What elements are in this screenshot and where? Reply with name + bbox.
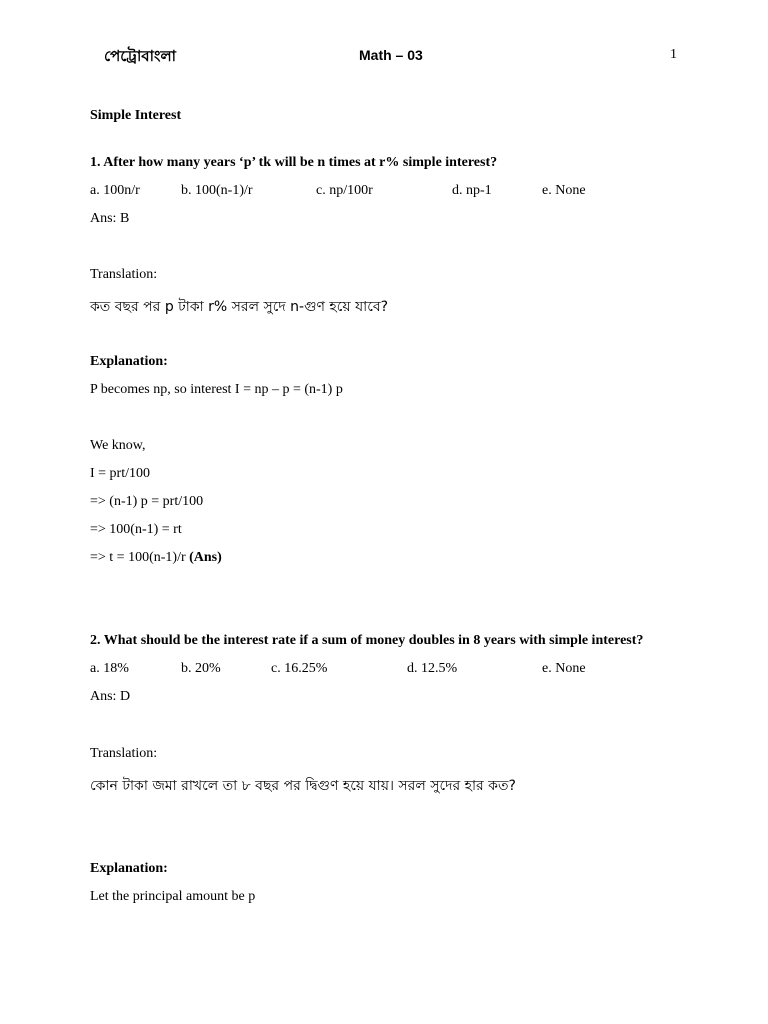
q1-translation-text: কত বছর পর p টাকা r% সরল সুদে n-গুণ হয়ে যাবে? <box>90 299 389 315</box>
q1-option-c: c. np/100r <box>316 183 373 198</box>
q1-explanation-label: Explanation: <box>90 354 168 369</box>
q2-answer: Ans: D <box>90 689 131 704</box>
q2-option-e: e. None <box>542 661 586 676</box>
question-2: 2. What should be the interest rate if a sum of money doubles in 8 years with simple interest? <box>90 633 644 648</box>
page-number: 1 <box>670 47 677 62</box>
q1-step-2: => (n-1) p = prt/100 <box>90 494 204 509</box>
q2-explanation-line: Let the principal amount be p <box>90 889 256 904</box>
question-1: 1. After how many years ‘p’ tk will be n times at r% simple interest? <box>90 155 498 170</box>
q1-answer: Ans: B <box>90 211 130 226</box>
q1-explanation-line: P becomes np, so interest I = np – p = (n-1) p <box>90 382 343 397</box>
q1-step-1: I = prt/100 <box>90 466 150 481</box>
q1-step-3: => 100(n-1) = rt <box>90 522 182 537</box>
q2-option-b: b. 20% <box>181 661 221 676</box>
q2-option-d: d. 12.5% <box>407 661 458 676</box>
q1-option-d: d. np-1 <box>452 183 492 198</box>
q2-option-a: a. 18% <box>90 661 129 676</box>
header-title: Math – 03 <box>359 47 423 63</box>
q1-ans-tag: (Ans) <box>189 550 222 565</box>
q1-final-step-text: => t = 100(n-1)/r <box>90 550 190 565</box>
q1-final-step <box>90 550 222 566</box>
q2-explanation-label: Explanation: <box>90 861 168 876</box>
q2-translation-text: কোন টাকা জমা রাখলে তা ৮ বছর পর দ্বিগুণ হয়ে যায়। সরল সুদের হার কত? <box>90 778 516 794</box>
q1-option-b: b. 100(n-1)/r <box>181 183 253 198</box>
q1-option-e: e. None <box>542 183 586 198</box>
q2-translation-label: Translation: <box>90 746 158 761</box>
section-title: Simple Interest <box>90 108 182 123</box>
q2-option-c: c. 16.25% <box>271 661 328 676</box>
header-brand: পেট্রোবাংলা <box>104 47 176 65</box>
q1-we-know: We know, <box>90 438 146 453</box>
q1-option-a: a. 100n/r <box>90 183 140 198</box>
q1-translation-label: Translation: <box>90 267 158 282</box>
